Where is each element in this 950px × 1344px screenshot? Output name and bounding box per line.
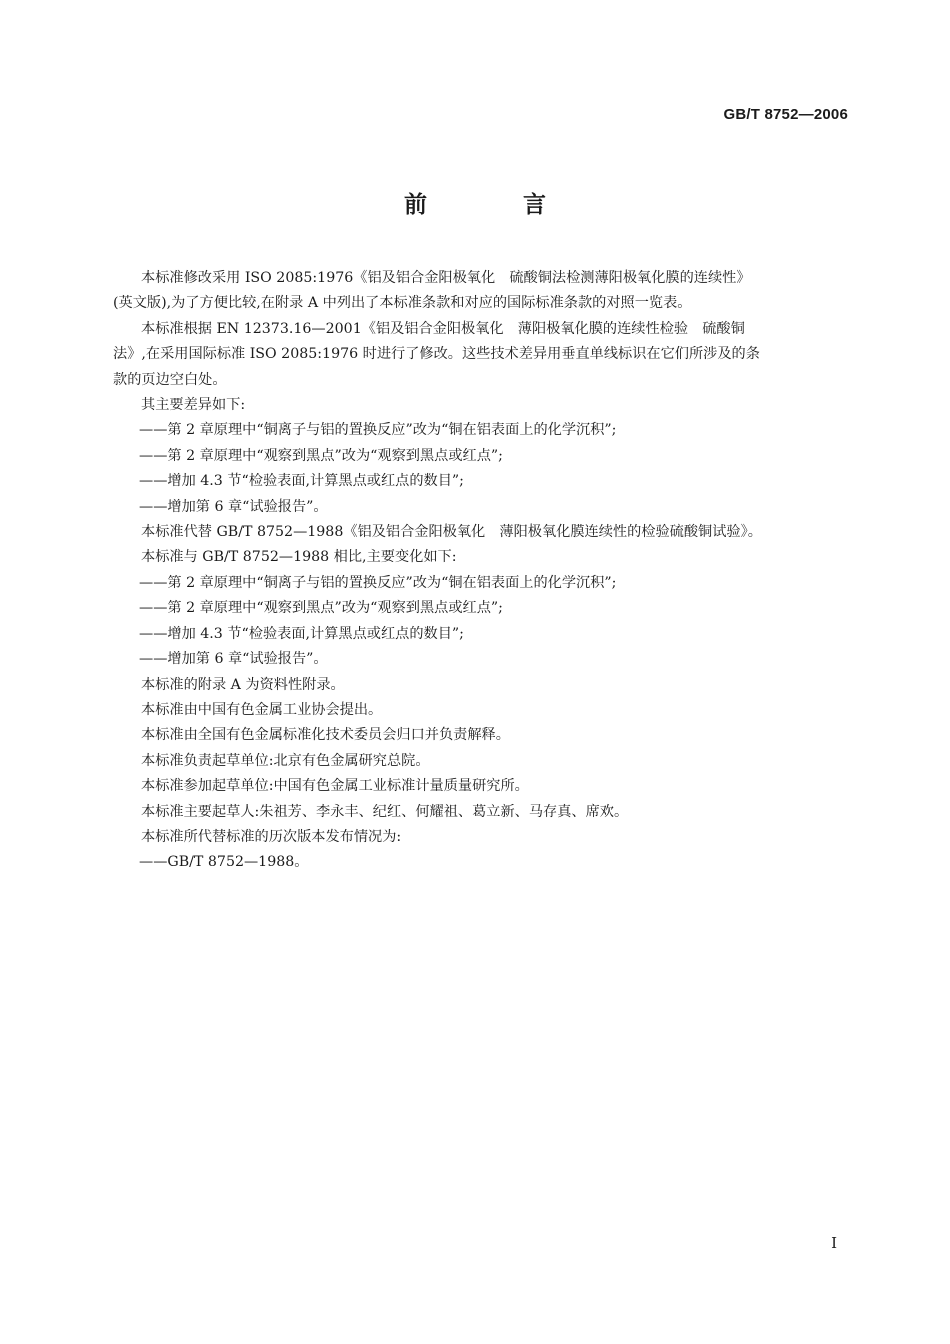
paragraph-line: 本标准由中国有色金属工业协会提出。 [141,701,383,718]
paragraph-line: 本标准所代替标准的历次版本发布情况为: [141,828,402,845]
list-item: ——增加第 6 章“试验报告”。 [139,651,328,668]
paragraph-line: 本标准与 GB/T 8752—1988 相比,主要变化如下: [141,549,457,566]
list-item: ——第 2 章原理中“观察到黑点”改为“观察到黑点或红点”; [139,600,503,617]
paragraph-line: 本标准根据 EN 12373.16—2001《铝及铝合金阳极氧化 薄阳极氧化膜的连续性检验 硫酸铜 [141,320,745,337]
paragraph-line: 法》,在采用国际标准 ISO 2085:1976 时进行了修改。这些技术差异用垂直单线标识在它们所涉及的条 [113,346,760,363]
paragraph-line: 本标准主要起草人:朱祖芳、李永丰、纪红、何耀祖、葛立新、马存真、席欢。 [141,803,629,820]
foreword-body [113,266,853,876]
list-item: ——第 2 章原理中“铜离子与铝的置换反应”改为“铜在铝表面上的化学沉积”; [139,422,617,439]
paragraph-line: 本标准负责起草单位:北京有色金属研究总院。 [141,752,430,769]
paragraph-line: 本标准参加起草单位:中国有色金属工业标准计量质量研究所。 [141,778,529,795]
list-item: ——增加 4.3 节“检验表面,计算黑点或红点的数目”; [139,473,464,490]
list-item: ——第 2 章原理中“铜离子与铝的置换反应”改为“铜在铝表面上的化学沉积”; [139,574,617,591]
list-item: ——GB/T 8752—1988。 [139,854,309,871]
page-title: 前 言 [403,192,590,218]
paragraph-line: 本标准的附录 A 为资料性附录。 [141,676,345,693]
paragraph-line: 本标准由全国有色金属标准化技术委员会归口并负责解释。 [141,727,510,744]
paragraph-line: (英文版),为了方便比较,在附录 A 中列出了本标准条款和对应的国际标准条款的对照一览表。 [113,295,692,312]
paragraph-line: 本标准代替 GB/T 8752—1988《铝及铝合金阳极氧化 薄阳极氧化膜连续性的检验硫酸铜试验》。 [141,524,762,541]
list-item: ——增加第 6 章“试验报告”。 [139,498,328,515]
paragraph-line: 款的页边空白处。 [113,371,227,388]
paragraph-line: 本标准修改采用 ISO 2085:1976《铝及铝合金阳极氧化 硫酸铜法检测薄阳极氧化膜的连续性》 [141,270,751,286]
list-item: ——增加 4.3 节“检验表面,计算黑点或红点的数目”; [139,625,464,642]
page-number: I [831,1234,837,1252]
paragraph-line: 其主要差异如下: [141,397,246,414]
standard-number: GB/T 8752—2006 [723,106,848,123]
list-item: ——第 2 章原理中“观察到黑点”改为“观察到黑点或红点”; [139,447,503,464]
